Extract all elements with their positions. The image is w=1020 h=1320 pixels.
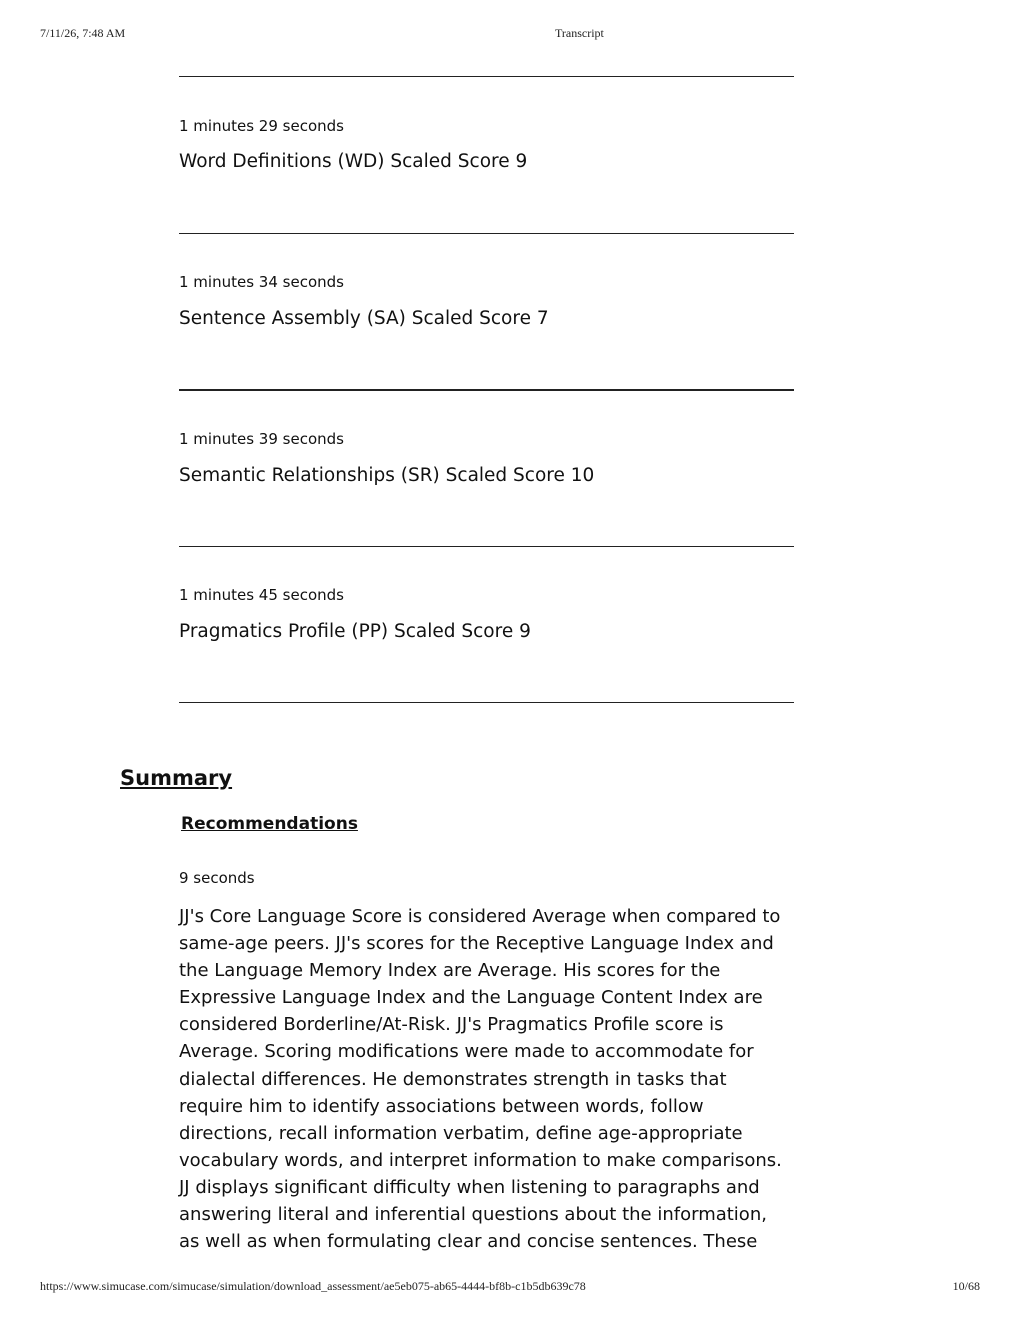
entry-text: Pragmatics Profile (PP) Scaled Score 9 [179,621,531,642]
paragraph-line: JJ displays significant difficulty when listening to paragraphs and [179,1176,760,1198]
divider [179,389,794,391]
divider [179,702,794,703]
print-datetime: 7/11/26, 7:48 AM [40,26,126,40]
entry-timestamp: 1 minutes 39 seconds [179,430,344,448]
page-number: 10/68 [952,1279,980,1293]
recommendations-paragraph [179,903,799,1255]
paragraph-line: directions, recall information verbatim, define age-appropriate [179,1122,743,1144]
entry-timestamp: 1 minutes 45 seconds [179,586,344,604]
paragraph-line: JJ's Core Language Score is considered Average when compared to [179,906,781,927]
entry-timestamp: 1 minutes 29 seconds [179,117,344,135]
entry-text: Semantic Relationships (SR) Scaled Score 10 [179,465,595,486]
print-footer [0,1279,1020,1295]
paragraph-line: considered Borderline/At-Risk. JJ's Pragmatics Profile score is [179,1014,724,1036]
print-title: Transcript [555,26,604,40]
paragraph-line: vocabulary words, and interpret information to make comparisons. [179,1149,782,1171]
recommendations-heading: Recommendations [181,814,358,834]
paragraph-line: Expressive Language Index and the Language Content Index are [179,987,763,1009]
entry-text: Sentence Assembly (SA) Scaled Score 7 [179,308,549,329]
print-url: https://www.simucase.com/simucase/simulation/download_assessment/ae5eb075-ab65-4444-bf8b-c1b5db639c78 [40,1279,586,1293]
paragraph-line: same-age peers. JJ's scores for the Receptive Language Index and [179,933,774,955]
paragraph-line: Average. Scoring modifications were made to accommodate for [179,1041,754,1063]
paragraph-line: as well as when formulating clear and concise sentences. These [179,1231,758,1253]
paragraph-line: dialectal differences. He demonstrates strength in tasks that [179,1068,727,1090]
divider [179,233,794,234]
paragraph-line: answering literal and inferential questions about the information, [179,1204,767,1226]
entry-timestamp: 1 minutes 34 seconds [179,273,344,291]
paragraph-line: the Language Memory Index are Average. His scores for the [179,960,721,982]
summary-heading: Summary [120,766,233,790]
paragraph-line: require him to identify associations between words, follow [179,1095,704,1117]
divider [179,546,794,547]
entry-text: Word Definitions (WD) Scaled Score 9 [179,151,528,172]
recommendations-timestamp: 9 seconds [179,869,255,887]
divider [179,76,794,77]
